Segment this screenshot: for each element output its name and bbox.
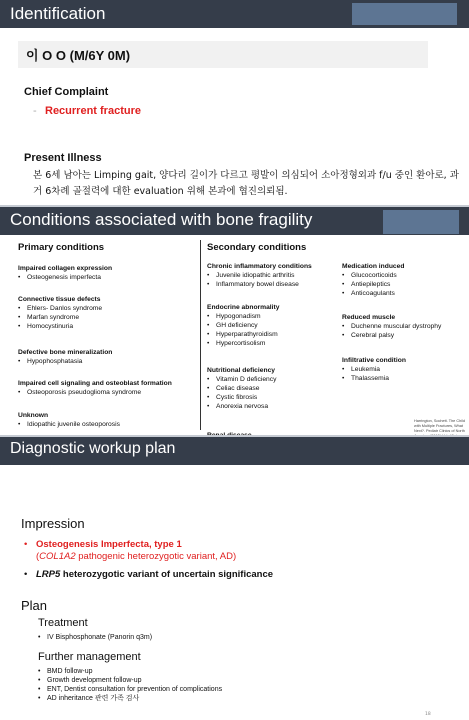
- condition-group-heading: Nutritional deficiency: [207, 367, 276, 374]
- condition-item: • Osteoporosis pseudoglioma syndrome: [18, 388, 172, 397]
- treatment-list: [38, 633, 152, 642]
- management-item: • Growth development follow-up: [38, 676, 222, 685]
- condition-group-heading: Medication induced: [342, 263, 405, 270]
- page-number: 18: [425, 712, 431, 717]
- condition-group-heading: Infiltrative condition: [342, 357, 406, 364]
- primary-conditions-heading: Primary conditions: [18, 242, 105, 253]
- condition-item: • Antiepileptics: [342, 280, 404, 289]
- condition-group: [342, 313, 441, 340]
- condition-group-heading: Impaired collagen expression: [18, 265, 113, 272]
- impression-paren: (: [36, 551, 40, 562]
- treatment-heading: Treatment: [38, 617, 88, 629]
- present-illness-text: 본 6세 남아는 Limping gait, 양다리 길이가 다르고 평발이 의심되어 소아정형외과 f/u 중인 환아로, 과거 6차례 골절력에 대한 evaluation 위해 본과에 협진의뢰됨.: [33, 170, 459, 197]
- workup-plan-title: Diagnostic workup plan: [10, 440, 176, 457]
- condition-item: • Juvenile idiopathic arthritis: [207, 271, 312, 280]
- impression-item: [24, 539, 464, 563]
- management-item: • ENT, Dentist consultation for prevention of complications: [38, 685, 222, 694]
- title-bar-logo-box: [383, 210, 459, 234]
- secondary-conditions-heading: Secondary conditions: [207, 242, 307, 253]
- chief-complaint-heading: Chief Complaint: [24, 86, 109, 98]
- condition-item: • Glucocorticoids: [342, 271, 404, 280]
- impression-diagnosis: Osteogenesis Imperfecta, type 1: [36, 539, 182, 550]
- condition-group: [18, 295, 102, 331]
- condition-group-heading: Impaired cell signaling and osteoblast formation: [18, 380, 172, 387]
- title-bar-logo-box: [352, 3, 457, 25]
- condition-group-heading: Connective tissue defects: [18, 296, 101, 303]
- condition-item: • Homocystinuria: [18, 322, 102, 331]
- condition-item: • Thalassemia: [342, 374, 406, 383]
- condition-item: • Hypogonadism: [207, 312, 279, 321]
- chief-complaint-dash: -: [33, 105, 37, 117]
- condition-item: • Anticoagulants: [342, 289, 404, 298]
- condition-item: • Hyperparathyroidism: [207, 330, 279, 339]
- identification-slide: [0, 0, 469, 205]
- condition-group: [207, 262, 312, 289]
- management-item: • BMD follow-up: [38, 667, 222, 676]
- further-management-heading: Further management: [38, 651, 141, 663]
- condition-group: [207, 303, 279, 348]
- condition-group-heading: Reduced muscle: [342, 314, 396, 321]
- condition-group: [18, 348, 112, 366]
- plan-heading: Plan: [21, 598, 48, 613]
- column-divider: [200, 240, 201, 430]
- patient-id: 이 O O (M/6Y 0M): [26, 48, 131, 63]
- condition-item: • Ehlers- Danlos syndrome: [18, 304, 102, 313]
- impression-gene: COL1A2: [39, 551, 76, 562]
- workup-plan-title-bar: [0, 437, 469, 465]
- chief-complaint-text: Recurrent fracture: [45, 105, 141, 117]
- chief-complaint-item: [33, 105, 141, 117]
- impression-list: [24, 539, 464, 587]
- citation-text: Harrington, Sochett. The Child with Multiple Fractures, What Next?. Pediatr Clinics of North: [414, 419, 466, 433]
- condition-group-heading: Defective bone mineralization: [18, 349, 113, 356]
- management-item: • AD inheritance 관련 가족 검사: [38, 694, 222, 703]
- condition-item: • Cerebral palsy: [342, 331, 441, 340]
- condition-item: • Leukemia: [342, 365, 406, 374]
- impression-item: [24, 569, 464, 581]
- bone-fragility-title-bar: [0, 207, 469, 235]
- condition-item: • Osteogenesis imperfecta: [18, 273, 112, 282]
- condition-item: • GH deficiency: [207, 321, 279, 330]
- condition-group-heading: Chronic inflammatory conditions: [207, 263, 312, 270]
- condition-item: • Inflammatory bowel disease: [207, 280, 312, 289]
- condition-item: • Anorexia nervosa: [207, 402, 276, 411]
- identification-title: Identification: [10, 4, 106, 23]
- condition-group-heading: Unknown: [18, 412, 49, 419]
- condition-item: • Duchenne muscular dystrophy: [342, 322, 441, 331]
- condition-item: • Vitamin D deficiency: [207, 375, 276, 384]
- condition-group: [18, 379, 172, 397]
- condition-group: [207, 366, 276, 411]
- impression-gene: LRP5: [36, 569, 61, 580]
- condition-item: • Idiopathic juvenile osteoporosis: [18, 420, 120, 429]
- condition-item: • Cystic fibrosis: [207, 393, 276, 402]
- condition-item: • Hypercortisolism: [207, 339, 279, 348]
- condition-group: [18, 264, 112, 282]
- impression-variant-text: pathogenic heterozygotic variant, AD): [75, 551, 237, 562]
- condition-item: • Celiac disease: [207, 384, 276, 393]
- workup-plan-slide: [0, 437, 469, 720]
- management-list: [38, 667, 222, 703]
- condition-item: • Marfan syndrome: [18, 313, 102, 322]
- present-illness-heading: Present Illness: [24, 152, 102, 164]
- condition-group-heading: Endocrine abnormality: [207, 304, 280, 311]
- condition-group: [18, 411, 120, 429]
- bone-fragility-title: Conditions associated with bone fragility: [10, 210, 313, 229]
- patient-id-box: [18, 41, 428, 68]
- condition-group: [342, 262, 404, 298]
- identification-title-bar: [0, 0, 469, 28]
- condition-item: • Hypophosphatasia: [18, 357, 112, 366]
- impression-heading: Impression: [21, 516, 85, 531]
- bone-fragility-slide: [0, 207, 469, 435]
- condition-group: [342, 356, 406, 383]
- impression-variant-text: heterozygotic variant of uncertain significance: [60, 569, 274, 580]
- treatment-item: • IV Bisphosphonate (Panorin q3m): [38, 633, 152, 642]
